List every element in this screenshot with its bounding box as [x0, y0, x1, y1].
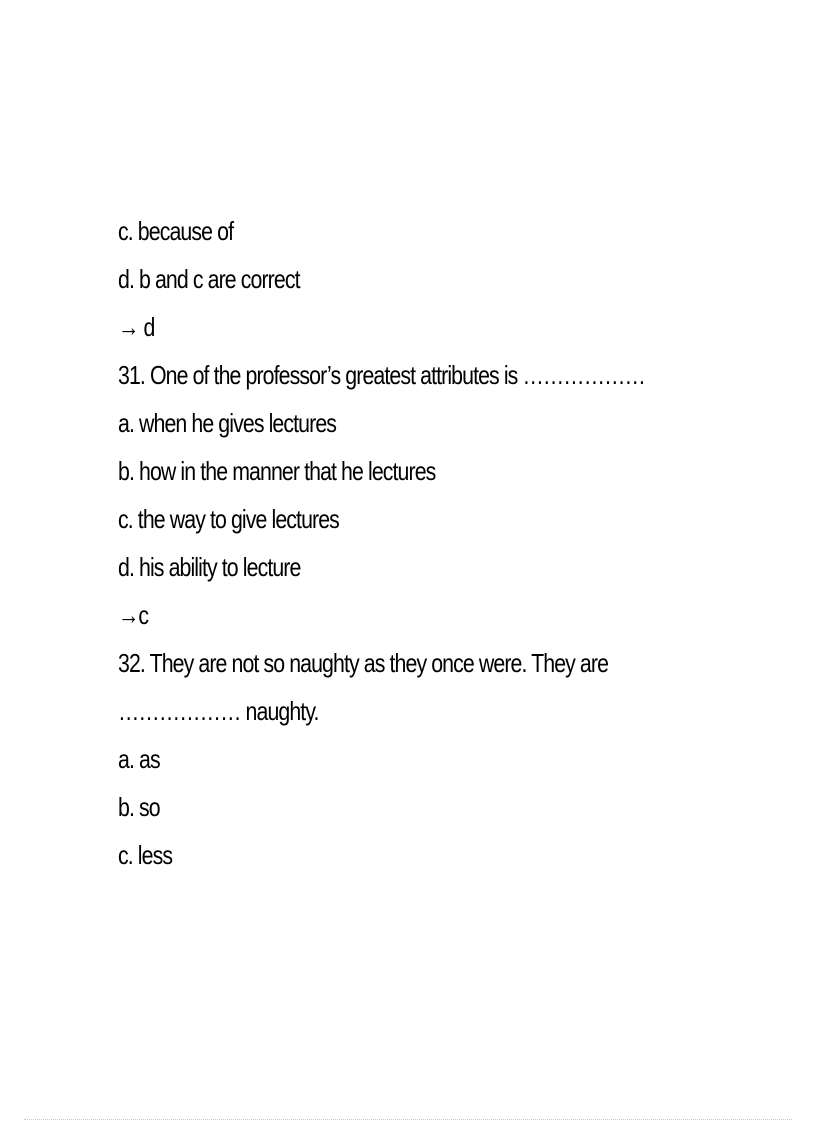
- option-line: d. his ability to lecture: [118, 552, 301, 582]
- question-line: 32. They are not so naughty as they once were. They are: [118, 648, 609, 678]
- option-line: c. because of: [118, 216, 234, 246]
- option-line: c. less: [118, 840, 173, 870]
- question-line-continuation: ……………… naughty.: [118, 696, 319, 726]
- option-line: a. when he gives lectures: [118, 408, 337, 438]
- question-line: 31. One of the professor’s greatest attributes is ………………: [118, 360, 645, 390]
- option-line: a. as: [118, 744, 160, 774]
- option-line: c. the way to give lectures: [118, 504, 339, 534]
- option-line: b. how in the manner that he lectures: [118, 456, 436, 486]
- page-bottom-divider: [24, 1119, 792, 1120]
- option-line: d. b and c are correct: [118, 264, 300, 294]
- document-body: [118, 207, 758, 879]
- answer-line: → d: [118, 312, 155, 342]
- option-line: b. so: [118, 792, 160, 822]
- answer-line: →c: [118, 600, 149, 630]
